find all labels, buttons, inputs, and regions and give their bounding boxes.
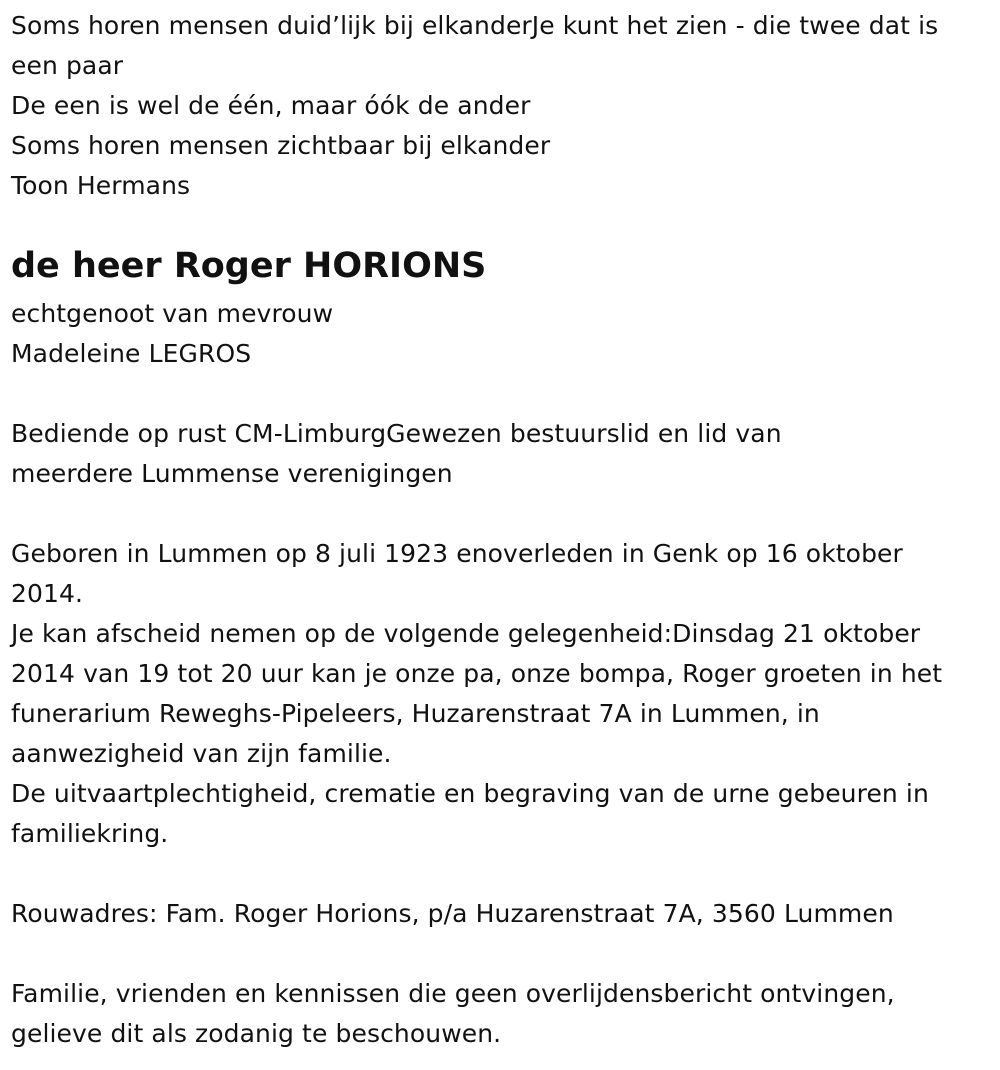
details-line: funerarium Reweghs-Pipeleers, Huzarenstraat 7A in Lummen, in	[11, 699, 820, 728]
details-line: De uitvaartplechtigheid, crematie en begraving van de urne gebeuren in	[11, 779, 929, 808]
details-line: Je kan afscheid nemen op de volgende gelegenheid:Dinsdag 21 oktober	[11, 619, 921, 648]
career-info	[11, 414, 991, 494]
poem-line: Soms horen mensen zichtbaar bij elkander	[11, 131, 551, 160]
spouse-name: Madeleine LEGROS	[11, 339, 252, 368]
career-line: Bediende op rust CM-LimburgGewezen bestuurslid en lid van	[11, 419, 782, 448]
spacer	[11, 934, 991, 974]
poem-author: Toon Hermans	[11, 171, 191, 200]
closing-notice	[11, 974, 991, 1054]
details-line: Geboren in Lummen op 8 juli 1923 enoverleden in Genk op 16 oktober	[11, 539, 903, 568]
spacer	[11, 374, 991, 414]
notice-line: gelieve dit als zodanig te beschouwen.	[11, 1019, 502, 1048]
spouse-relation: echtgenoot van mevrouw	[11, 299, 334, 328]
spacer	[11, 494, 991, 534]
details-line: 2014.	[11, 579, 84, 608]
details-line: 2014 van 19 tot 20 uur kan je onze pa, onze bompa, Roger groeten in het	[11, 659, 943, 688]
details-line: familiekring.	[11, 819, 169, 848]
obituary-notice	[11, 6, 991, 1054]
spacer	[11, 854, 991, 894]
poem-line: De een is wel de één, maar óók de ander	[11, 91, 531, 120]
poem-line: Soms horen mensen duid’lijk bij elkanderJe kunt het zien - die twee dat is	[11, 11, 939, 40]
career-line: meerdere Lummense verenigingen	[11, 459, 453, 488]
birth-death-farewell-details	[11, 534, 991, 854]
poem	[11, 6, 991, 206]
notice-line: Familie, vrienden en kennissen die geen overlijdensbericht ontvingen,	[11, 979, 895, 1008]
mourning-address: Rouwadres: Fam. Roger Horions, p/a Huzarenstraat 7A, 3560 Lummen	[11, 899, 894, 928]
deceased-name: de heer Roger HORIONS	[11, 246, 487, 286]
poem-line: een paar	[11, 51, 124, 80]
details-line: aanwezigheid van zijn familie.	[11, 739, 392, 768]
